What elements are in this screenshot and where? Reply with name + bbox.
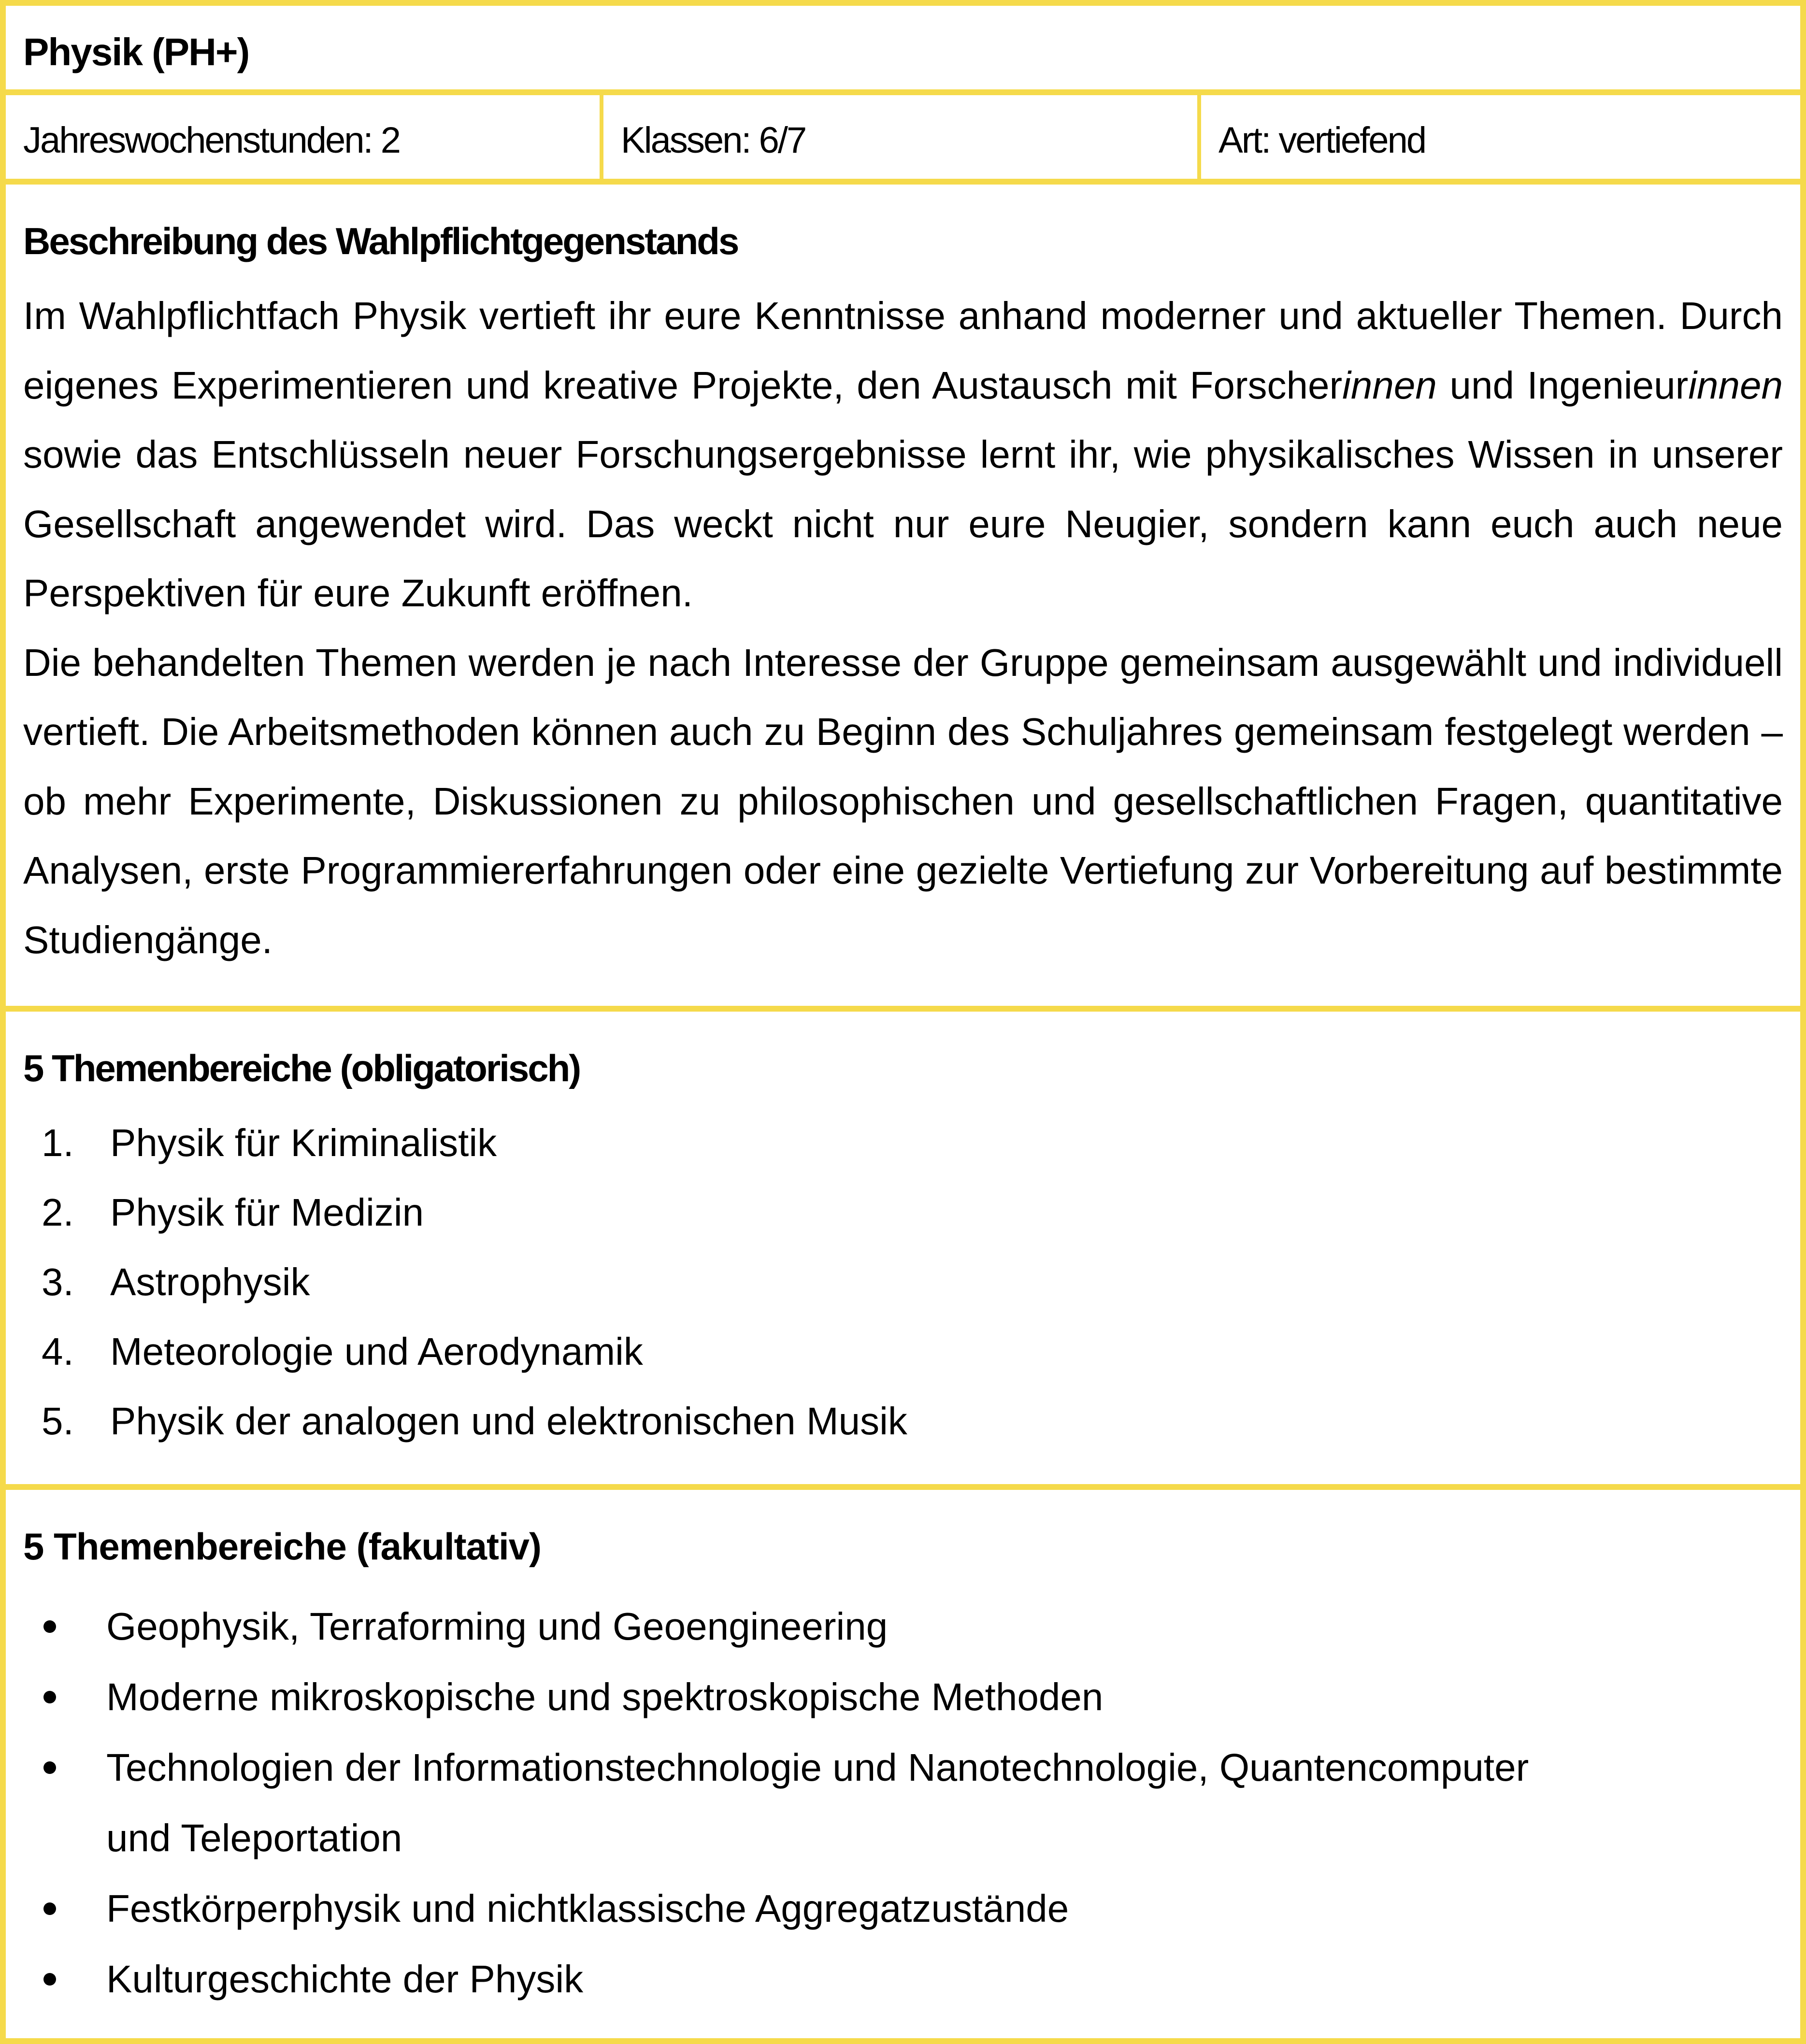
list-item [23,1662,1783,1732]
list-item [23,1873,1783,1944]
bullet-icon [43,1620,56,1633]
topic-label: Moderne mikroskopische und spektroskopische Methoden [106,1675,1104,1718]
list-item [23,1247,1783,1317]
list-item [23,1386,1783,1456]
bullet-icon [43,1691,56,1703]
classes-cell [603,95,1201,179]
description-paragraph-2: Die behandelten Themen werden je nach Interesse der Gruppe gemeinsam ausgewählt und individuell vertieft. Die Arbeitsmethoden können auch zu Beginn des Schuljahres gemeinsam festgelegt werden – ob mehr Experimente, Diskussionen zu philosophischen und gesellschaftlichen Fragen, quantitative Analysen, erste Programmiererfahrungen oder eine gezielte Vertiefung zur Vorbereitung auf bestimmte Studiengänge. [23,641,1783,961]
list-number: 3. [42,1260,74,1303]
description-paragraph-1 [23,281,1783,628]
bullet-icon [43,1973,56,1986]
description-body [23,281,1783,974]
obligatory-topics-section [6,1012,1800,1490]
list-number: 4. [42,1330,74,1373]
italic-run: innen [1688,363,1783,407]
list-item [23,1178,1783,1247]
list-item [23,1108,1783,1178]
weekly-hours-cell [6,95,603,179]
bullet-icon [43,1902,56,1915]
description-section [6,185,1800,1012]
classes: Klassen: 6/7 [621,120,806,161]
obligatory-heading: 5 Themenbereiche (obligatorisch) [23,1047,580,1089]
topic-label: Meteorologie und Aerodynamik [110,1330,643,1373]
text-run: und Ingenieur [1436,363,1689,407]
optional-topics-list [23,1591,1783,2015]
list-number: 5. [42,1400,74,1443]
topic-label: Technologien der Informationstechnologie und Nanotechnologie, Quantencomputer und Teleportation [106,1746,1529,1859]
text-run: Im Wahlpflichtfach Physik vertieft ihr eure Kenntnisse anhand moderner und aktueller Themen. Durch eigenes Experimentieren und kreative Projekte, den Austausch mit Forscher [23,294,1783,407]
optional-heading: 5 Themenbereiche (fakultativ) [23,1525,541,1568]
title-row [6,6,1800,95]
topic-label: Physik für Medizin [110,1191,424,1234]
list-item [23,1317,1783,1386]
topic-label: Physik für Kriminalistik [110,1121,497,1164]
type-cell [1201,95,1800,179]
list-number: 1. [42,1121,74,1164]
course-title: Physik (PH+) [23,30,249,73]
topic-label: Geophysik, Terraforming und Geoengineering [106,1605,888,1648]
obligatory-topics-list [23,1108,1783,1456]
list-item [23,1944,1783,2015]
weekly-hours: Jahreswochenstunden: 2 [23,120,400,161]
topic-label: Festkörperphysik und nichtklassische Aggregatzustände [106,1887,1069,1930]
topic-label: Physik der analogen und elektronischen Musik [110,1400,907,1443]
description-heading: Beschreibung des Wahlpflichtgegenstands [23,220,738,262]
info-row [6,95,1800,185]
course-type: Art: vertiefend [1218,120,1426,161]
list-item [23,1591,1783,1662]
topic-label: Kulturgeschichte der Physik [106,1958,584,2001]
text-run: sowie das Entschlüsseln neuer Forschungsergebnisse lernt ihr, wie physikalisches Wissen in unserer Gesellschaft angewendet wird. Das weckt nicht nur eure Neugier, sondern kann euch auch neue Perspektiven für eure Zukunft eröffnen. [23,433,1783,615]
bullet-icon [43,1761,56,1774]
italic-run: innen [1342,363,1437,407]
list-number: 2. [42,1191,74,1234]
optional-topics-section [6,1490,1800,2044]
list-item [23,1732,1783,1873]
topic-label: Astrophysik [110,1260,310,1303]
